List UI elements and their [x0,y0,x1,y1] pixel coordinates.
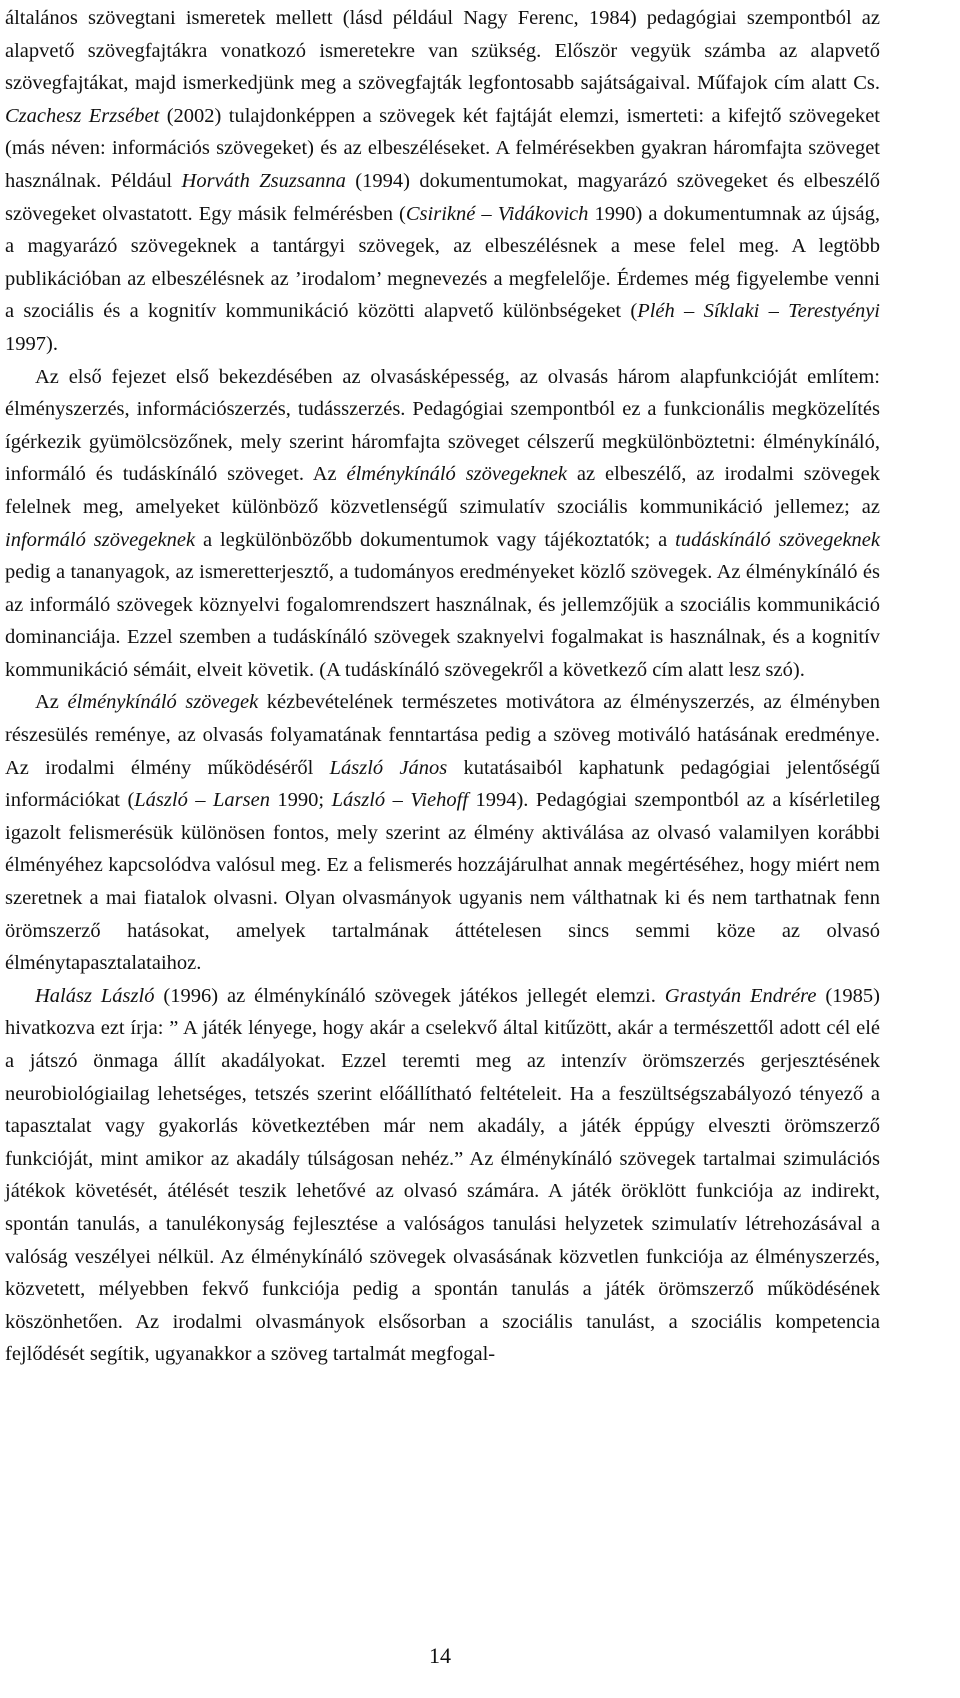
text-run: (1985) hivatkozva ezt írja: ” A játék lényege, hogy akár a cselekvő által kitűzött, akár a természettől adott cél elé a játszó önmaga állít akadályokat. Ezzel teremti meg az intenzív örömszerzés gerjesztésének neurobiológiailag lehetséges, tetszés szerint előállítható feltételeit. Ha a feszültségszabályozó tényező a tapasztalat vagy gyakorlás következtében már nem akadály, a játék éppúgy elveszti örömszerző funkcióját, mint amikor az akadály túlságosan nehéz.” Az élménykínáló szövegek tartalmai szimulációs játékok követését, átélését teszik lehetővé az olvasó számára. A játék öröklött funkciója az indirekt, spontán tanulás, a tanulékonyság fejlesztése a valóságos tanulási helyzetek szimulatív létrehozásával a valóság veszélyei nélkül. Az élménykínáló szövegek olvasásának közvetlen funkciója az élményszerzés, közvetett, mélyebben fekvő funkciója pedig a spontán tanulás a játék örömszerző működésének köszönhetően. Az irodalmi olvasmányok elsősorban a szociális tanulást, a szociális kompetencia fejlődését segítik, ugyanakkor a szöveg tartalmát megfogal- [5,984,881,1366]
body-text [5,2,880,1371]
italic-run: Csirikné – Vidákovich [405,202,589,225]
italic-run: Pléh – Síklaki – Terestyényi [637,300,880,323]
text-run: pedig a tananyagok, az ismeretterjesztő, a tudományos eredményeket közlő szövegek. Az élménykínáló és az informáló szövegek köznyelvi fogalomrendszert használnak, és jellemzőjük a szociális kommunikáció dominanciája. Ezzel szemben a tudáskínáló szövegek szaknyelvi fogalmakat is használnak, és a kognitív kommunikáció sémáit, elveit követik. (A tudáskínáló szövegekről a következő cím alatt lesz szó). [5,561,880,681]
italic-run: informáló szövegeknek [5,528,196,551]
text-run: Az első fejezet első bekezdésében az olvasásképesség, az olvasás három alapfunkcióját említem: élményszerzés, információszerzés, tudásszerzés. Pedagógiai szempontból ez a funkcionális megközelítés ígérkezik gyümölcsözőnek, mely szerint háromfajta szöveget célszerű megkülönböztetni: élménykínáló, informáló és tudáskínáló szöveget. Az [5,365,880,486]
text-run: általános szövegtani ismeretek mellett (lásd például Nagy Ferenc, 1984) pedagógiai szempontból az alapvető szövegfajtákra vonatkozó ismeretekre van szükség. Először vegyük számba az alapvető szövegfajtákat, majd ismerkedjünk meg a szövegfajták legfontosabb sajátságaival. Műfajok cím alatt Cs. [5,7,880,95]
italic-run: Halász László [35,984,155,1007]
text-run: 1997). [5,332,58,355]
italic-run: László – Viehoff [331,789,469,812]
italic-run: tudáskínáló szövegeknek [675,528,880,551]
paragraph [5,2,880,361]
text-run: (2002) tulajdonképpen a szövegek két fajtáját elemzi, ismerteti: a kifejtő szövegeket (más néven: információs szövegeket) és az elbeszéléseket. A felmérésekben gyakran háromfajta szöveget használnak. Például [5,104,880,192]
italic-run: Czachesz Erzsébet [5,104,160,127]
italic-run: élménykínáló szövegeknek [346,463,567,486]
paragraph [5,980,880,1371]
text-run: a legkülönbözőbb dokumentumok vagy tájékoztatók; a [195,528,676,551]
text-run: 1994). Pedagógiai szempontból az a kísérletileg igazolt felismerésük különösen fontos, mely szerint az élmény aktiválása az olvasó valamilyen korábbi élményéhez kapcsolódva valósul meg. Ez a felismerés hozzájárulhat annak megértéséhez, hogy miért nem szeretnek a mai fiatalok olvasni. Olyan olvasmányok ugyanis nem válthatnak ki és nem tarthatnak fenn örömszerző hatásokat, amelyek tartalmának áttételesen sincs semmi köze az olvasó élménytapasztalataihoz. [5,789,880,975]
text-run: 1990) a dokumentumnak az újság, a magyarázó szövegeknek a tantárgyi szövegek, az elbeszélésnek a mese felel meg. A legtöbb publikációban az elbeszélésnek az ’irodalom’ megnevezés a megfelelője. Érdemes még figyelembe venni a szociális és a kognitív kommunikáció közötti alapvető különbségeket ( [5,202,880,323]
text-run: (1996) az élménykínáló szövegek játékos jellegét elemzi. [154,984,665,1007]
italic-run: Horváth Zsuzsanna [181,169,346,192]
paragraph [5,686,880,979]
text-run: az elbeszélő, az irodalmi szövegek felelnek meg, amelyeket különböző közvetlenségű szimulatív szociális kommunikáció jellemez; az [5,463,880,518]
paragraph [5,361,880,687]
italic-run: élménykínáló szövegek [67,691,259,714]
text-run: kutatásaiból kaphatunk pedagógiai jelentőségű információkat ( [5,756,881,812]
text-run: Az [35,691,68,714]
italic-run: Grastyán Endrére [664,984,817,1007]
italic-run: László János [329,756,448,779]
text-run: kézbevételének természetes motivátora az élményszerzés, az élményben részesülés reménye, az olvasás folyamatának fenntartása pedig a szöveg motiváló hatásának eredménye. Az irodalmi élmény működéséről [5,691,880,779]
italic-run: László – Larsen [134,789,270,812]
text-run: (1994) dokumentumokat, magyarázó szövegeket és elbeszélő szövegeket olvastatott. Egy másik felmérésben ( [5,169,880,225]
text-run: 1990; [269,789,332,812]
page-number: 14 [429,1643,451,1668]
